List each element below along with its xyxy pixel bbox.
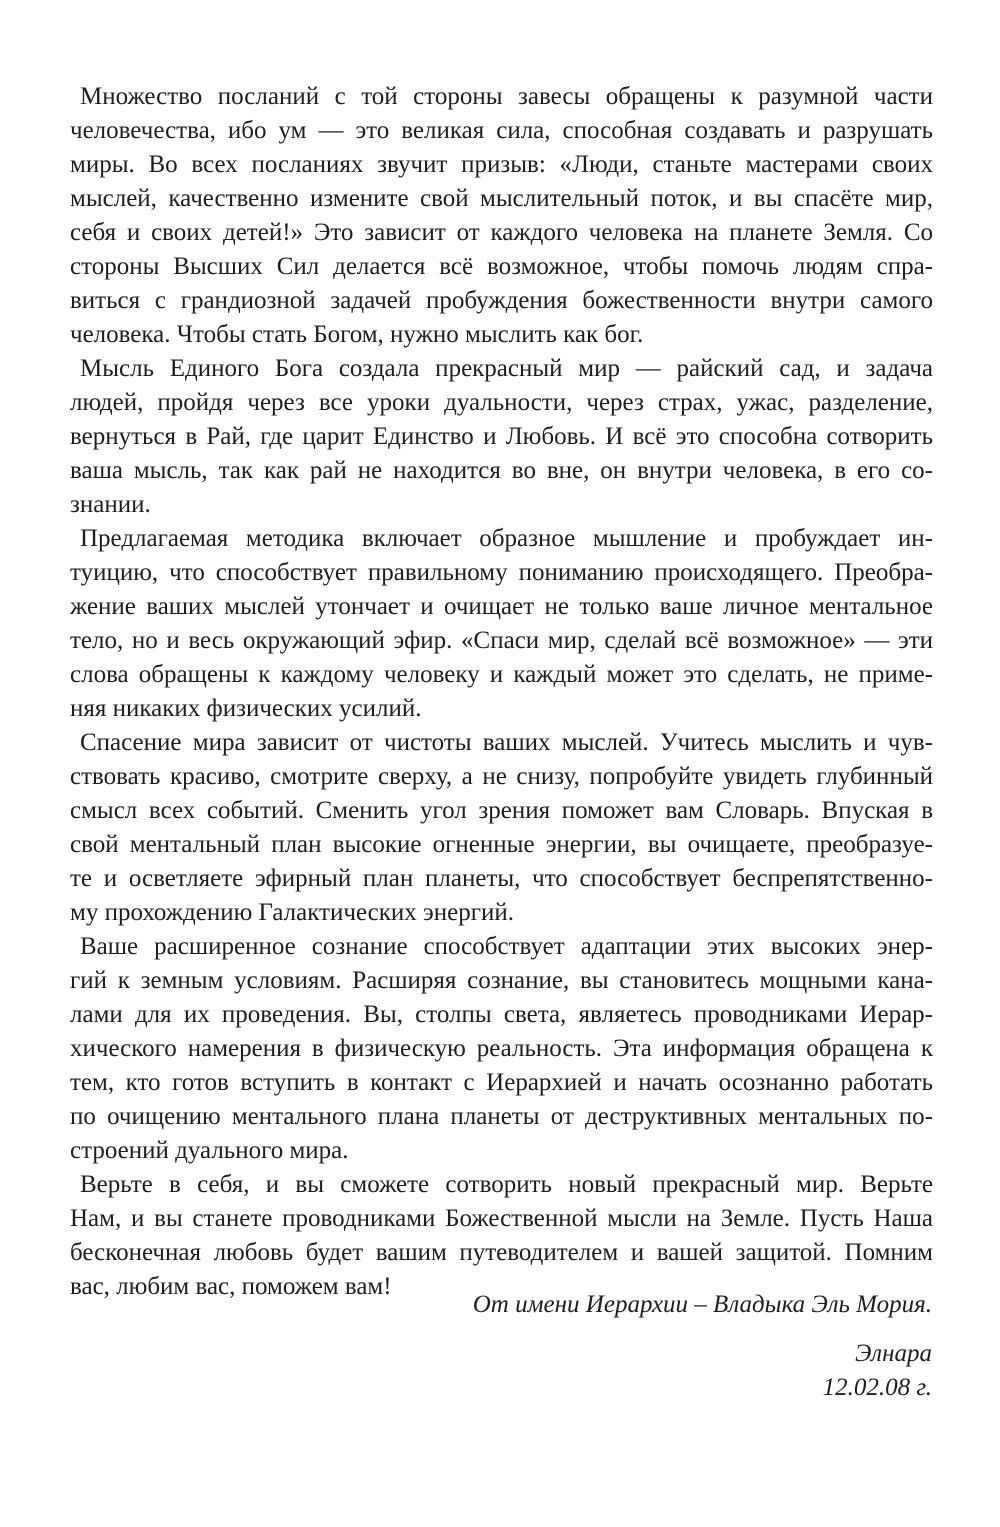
text-line: Мысль Единого Бога создала прекрасный мир — райский сад, и задача bbox=[80, 355, 933, 382]
text-line: Верьте в себя, и вы сможете сотворить новый прекрасный мир. Верьте bbox=[80, 1171, 933, 1198]
text-line: человека. Чтобы стать Богом, нужно мыслить как бог. bbox=[70, 321, 644, 348]
paragraph-6 bbox=[60, 1168, 933, 1304]
text-line: ваша мысль, так как рай не находится во вне, он внутри человека, в его со- bbox=[70, 457, 933, 484]
text-line: людей, пройдя через все уроки дуальности, через страх, ужас, разделение, bbox=[70, 389, 933, 416]
text-line: те и осветляете эфирный план планеты, что способствует беспрепятственно- bbox=[70, 865, 933, 892]
text-line: лами для их проведения. Вы, столпы света, являетесь проводниками Иерар- bbox=[70, 1001, 933, 1028]
text-line: строений дуального мира. bbox=[70, 1137, 349, 1164]
text-line: жение ваших мыслей утончает и очищает не только ваше личное ментальное bbox=[70, 593, 933, 620]
text-line: человечества, ибо ум — это великая сила, способная создавать и разрушать bbox=[70, 117, 933, 144]
document-date: 12.02.08 г. bbox=[822, 1374, 932, 1401]
text-line: гий к земным условиям. Расширяя сознание, вы становитесь мощными кана- bbox=[70, 967, 933, 994]
paragraph-1 bbox=[60, 80, 933, 352]
text-line: миры. Во всех посланиях звучит призыв: «Люди, станьте мастерами своих bbox=[70, 151, 933, 178]
text-line: Ваше расширенное сознание способствует адаптации этих высоких энер- bbox=[80, 933, 933, 960]
document-body bbox=[60, 80, 933, 1304]
text-line: Предлагаемая методика включает образное мышление и пробуждает ин- bbox=[80, 525, 933, 552]
text-line: свой ментальный план высокие огненные энергии, вы очищаете, преобразуе- bbox=[70, 831, 933, 858]
text-line: тем, кто готов вступить в контакт с Иерархией и начать осознанно работать bbox=[70, 1069, 933, 1096]
paragraph-2 bbox=[60, 352, 933, 522]
text-line: Множество посланий с той стороны завесы обращены к разумной части bbox=[80, 83, 933, 110]
author-block bbox=[823, 1337, 932, 1405]
text-line: Спасение мира зависит от чистоты ваших мыслей. Учитесь мыслить и чув- bbox=[80, 729, 933, 756]
text-line: по очищению ментального плана планеты от деструктивных ментальных по- bbox=[70, 1103, 933, 1130]
text-line: му прохождению Галактических энергий. bbox=[70, 899, 514, 926]
text-line: вас, любим вас, поможем вам! bbox=[70, 1273, 392, 1300]
text-line: мыслей, качественно измените свой мыслительный поток, и вы спасёте мир, bbox=[70, 185, 933, 212]
text-line: ствовать красиво, смотрите сверху, а не снизу, попробуйте увидеть глубинный bbox=[70, 763, 933, 790]
text-line: Нам, и вы станете проводниками Божественной мысли на Земле. Пусть Наша bbox=[70, 1205, 933, 1232]
paragraph-5 bbox=[60, 930, 933, 1168]
text-line: бесконечная любовь будет вашим путеводителем и вашей защитой. Помним bbox=[70, 1239, 933, 1266]
text-line: туицию, что способствует правильному пониманию происходящего. Преобра- bbox=[70, 559, 933, 586]
text-line: смысл всех событий. Сменить угол зрения поможет вам Словарь. Впуская в bbox=[70, 797, 933, 824]
paragraph-3 bbox=[60, 522, 933, 726]
text-line: вернуться в Рай, где царит Единство и Любовь. И всё это способна сотворить bbox=[70, 423, 933, 450]
author-name: Элнара bbox=[854, 1340, 932, 1367]
text-line: няя никаких физических усилий. bbox=[70, 695, 422, 722]
text-line: тело, но и весь окружающий эфир. «Спаси мир, сделай всё возможное» — эти bbox=[70, 627, 933, 654]
text-line: слова обращены к каждому человеку и каждый может это сделать, не приме- bbox=[70, 661, 933, 688]
text-line: себя и своих детей!» Это зависит от каждого человека на планете Земля. Со bbox=[70, 219, 933, 246]
text-line: виться с грандиозной задачей пробуждения божественности внутри самого bbox=[70, 287, 933, 314]
paragraph-4 bbox=[60, 726, 933, 930]
signature-line: От имени Иерархии – Владыка Эль Мория. bbox=[472, 1291, 932, 1318]
text-line: хического намерения в физическую реальность. Эта информация обращена к bbox=[70, 1035, 933, 1062]
text-line: знании. bbox=[70, 491, 151, 518]
text-line: стороны Высших Сил делается всё возможное, чтобы помочь людям спра- bbox=[70, 253, 933, 280]
